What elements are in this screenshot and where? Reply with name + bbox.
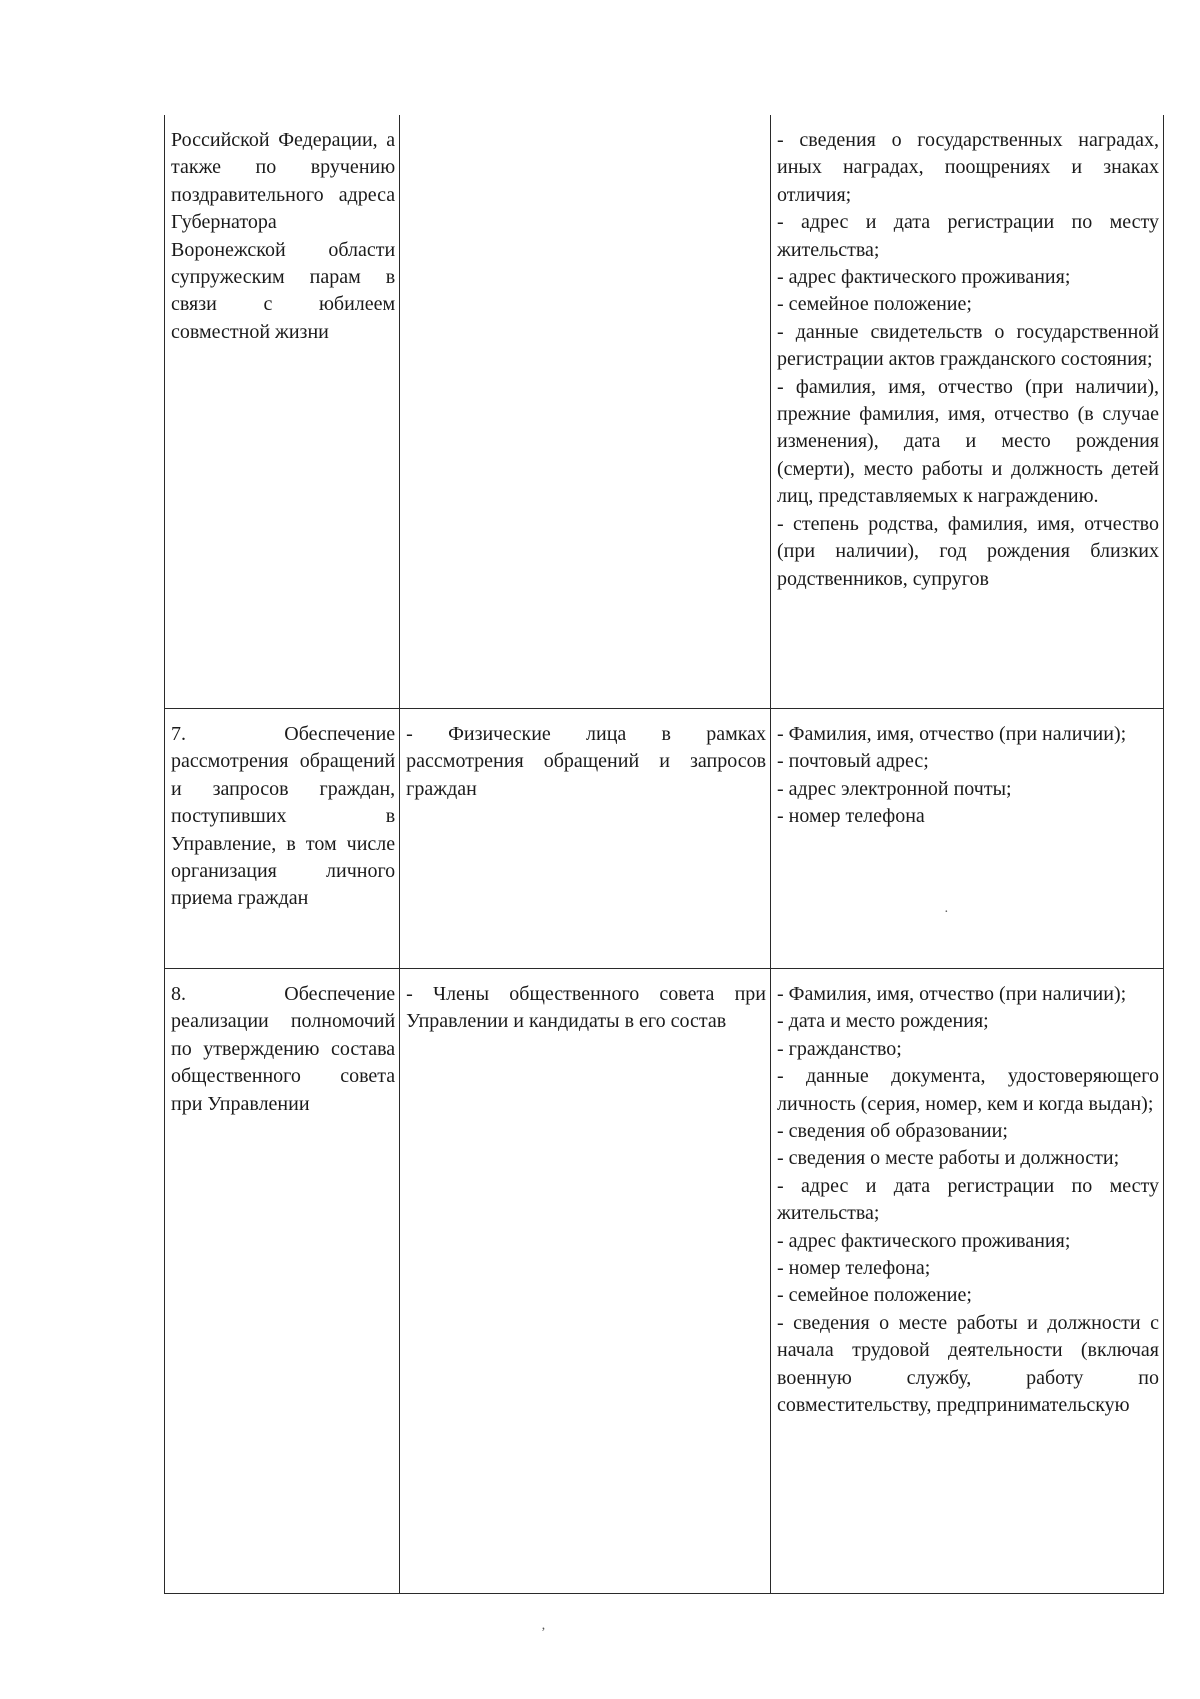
categories-cell <box>400 969 771 1594</box>
data-item: - адрес и дата регистрации по месту жительства; <box>777 211 1159 261</box>
data-item: - данные документа, удостоверяющего личность (серия, номер, кем и когда выдан); <box>777 1065 1159 1115</box>
table-row <box>165 709 1164 969</box>
scan-speck: · <box>944 905 949 920</box>
data-item: - сведения о месте работы и должности; <box>777 1147 1120 1170</box>
data-item: - номер телефона; <box>777 1257 931 1280</box>
data-item: - сведения об образовании; <box>777 1120 1008 1143</box>
purpose-cell <box>165 709 400 969</box>
purpose-text: 7. Обеспечение рассмотрения обращений и запросов граждан, поступивших в Управление, в том числе организация личного приема граждан <box>171 723 396 910</box>
data-item: - номер телефона <box>777 805 925 828</box>
scan-speck: ‚ <box>541 1618 546 1633</box>
data-item: - сведения о месте работы и должности с начала трудовой деятельности (включая военную службу, работу по совместительству, предпринимательскую <box>777 1311 1159 1417</box>
data-item: - семейное положение; <box>777 1284 972 1307</box>
data-item: - данные свидетельств о государственной регистрации актов гражданского состояния; <box>777 320 1159 371</box>
data-item: - адрес фактического проживания; <box>777 1229 1071 1252</box>
categories-cell <box>400 709 771 969</box>
data-item: - почтовый адрес; <box>777 750 929 773</box>
table-row <box>165 115 1164 709</box>
data-item: - семейное положение; <box>777 293 972 316</box>
data-item: - гражданство; <box>777 1037 902 1060</box>
categories-text: - Члены общественного совета при Управлении и кандидаты в его состав <box>406 983 767 1033</box>
categories-text: - Физические лица в рамках рассмотрения обращений и запросов граждан <box>406 723 767 800</box>
data-cell <box>771 115 1164 709</box>
purpose-cell <box>165 969 400 1594</box>
personal-data-table <box>164 115 1164 1594</box>
table-row <box>165 969 1164 1594</box>
data-item: - дата и место рождения; <box>777 1010 989 1033</box>
data-item: - сведения о государственных наградах, иных наградах, поощрениях и знаках отличия; <box>777 129 1159 206</box>
data-item: - Фамилия, имя, отчество (при наличии); <box>777 723 1127 745</box>
data-item: - адрес фактического проживания; <box>777 266 1071 289</box>
purpose-text: Российской Федерации, а также по вручению поздравительного адреса Губернатора Воронежской области супружеским парам в связи с юбилеем совместной жизни <box>171 129 396 343</box>
purpose-text: 8. Обеспечение реализации полномочий по утверждению состава общественного совета при Управлении <box>171 983 396 1115</box>
categories-cell <box>400 115 771 709</box>
data-item: - фамилия, имя, отчество (при наличии), прежние фамилия, имя, отчество (в случае изменения), дата и место рождения (смерти), место работы и должность детей лиц, представляемых к награждению. <box>777 375 1159 508</box>
data-cell <box>771 969 1164 1594</box>
data-item: - адрес и дата регистрации по месту жительства; <box>777 1174 1159 1225</box>
data-cell <box>771 709 1164 969</box>
data-item: - Фамилия, имя, отчество (при наличии); <box>777 983 1127 1005</box>
data-item: - адрес электронной почты; <box>777 777 1012 800</box>
data-item: - степень родства, фамилия, имя, отчество (при наличии), год рождения близких родственников, супругов <box>777 512 1159 590</box>
purpose-cell <box>165 115 400 709</box>
